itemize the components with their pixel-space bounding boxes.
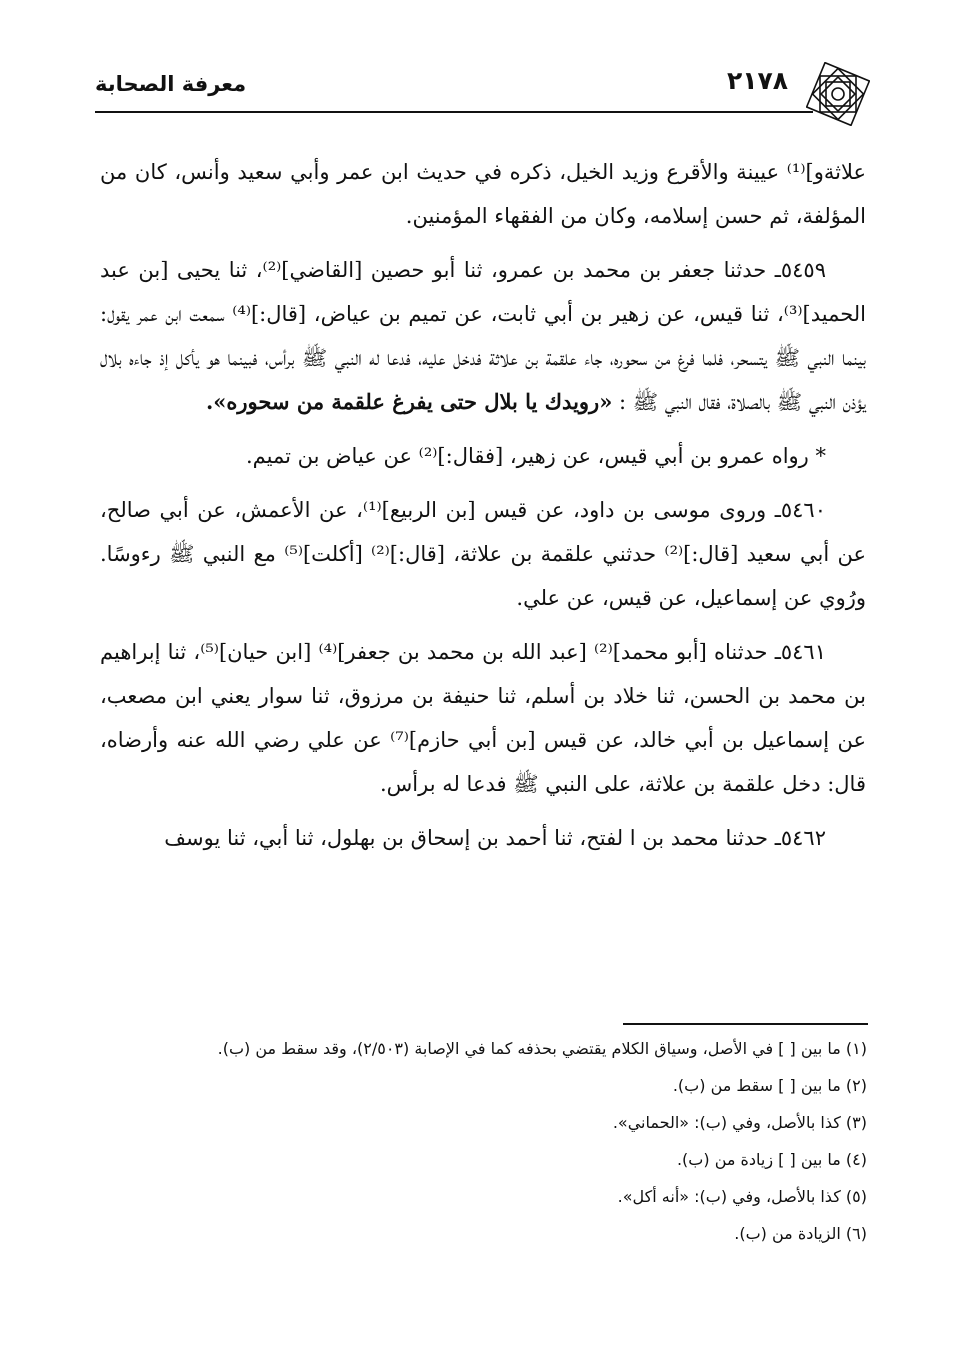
header-rule [95, 111, 813, 113]
main-text [100, 150, 866, 870]
footnote: (٥) كذا بالأصل، وفي (ب): «أنه أكل». [617, 1187, 867, 1206]
footnotes [105, 1034, 867, 1256]
hadith-5461 [100, 630, 866, 806]
footnote: (٢) ما بين [ ] سقط من (ب). [672, 1076, 867, 1095]
narration-note [100, 434, 866, 478]
footnote: (١) ما بين [ ] في الأصل، وسياق الكلام يقتضي بحذفه كما في الإصابة (٢/٥٠٣)، وقد سقط من (ب). [217, 1039, 867, 1058]
paragraph-text: ٥٤٦٢ـ حدثنا محمد بن ا لفتح، ثنا أحمد بن إسحاق بن بهلول، ثنا أبي، ثنا يوسف [164, 826, 826, 850]
hadith-5462 [100, 816, 866, 860]
paragraph-text: علاثةو]⁽¹⁾ عيينة والأقرع وزيد الخيل، ذكره في حديث ابن عمر وأبي سعيد وأنس، كان من المؤلفة، ثم حسن إسلامه، وكان من الفقهاء المؤمنين. [100, 160, 866, 228]
paragraph-text: ٥٤٦٠ـ وروى موسى بن داود، عن قيس [بن الربيع]⁽¹⁾، عن الأعمش، عن أبي صالح، عن أبي سعيد [قال:]⁽²⁾ حدثني علقمة بن علاثة، [قال:]⁽²⁾ [أكلت]⁽⁵⁾ مع النبي ﷺ رءوسًا. ورُوي عن إسماعيل، عن قيس، عن علي. [100, 498, 866, 610]
paragraph-text: * رواه عمرو بن أبي قيس، عن زهير، [فقال:]⁽²⁾ عن عياض بن تميم. [246, 444, 826, 468]
page-header [95, 62, 870, 110]
footnote: (٦) الزيادة من (ب). [734, 1224, 867, 1243]
footnote: (٤) ما بين [ ] زيادة من (ب). [676, 1150, 867, 1169]
hadith-5460 [100, 488, 866, 620]
book-title: معرفة الصحابة [95, 72, 247, 96]
hadith-5459 [100, 248, 866, 424]
paragraph-text: ٥٤٥٩ـ حدثنا جعفر بن محمد بن عمرو، ثنا أبو حصين [القاضي]⁽²⁾، ثنا يحيى [بن عبد الحميد]⁽³⁾، ثنا قيس، عن زهير بن أبي ثابت، عن تميم بن عياض، [قال:]⁽⁴⁾ سمعت ابن عمر يقول: بينما النبي ﷺ يتسحر، فلما فرغ من سحوره، جاء علقمة بن علاثة فدخل عليه، فدعا له النبي ﷺ برأس، فبينما هو يأكل إذ جاءه بلال يؤذن النبي ﷺ بالصلاة، فقال النبي ﷺ : [100, 258, 867, 414]
prophet-quote: «رويدك يا بلال حتى يفرغ علقمة من سحوره». [205, 389, 613, 414]
footnote-rule [623, 1023, 868, 1025]
page-number: ٢١٧٨ [726, 66, 788, 95]
paragraph-text: ٥٤٦١ـ حدثناه [أبو محمد]⁽²⁾ [عبد الله بن محمد بن جعفر]⁽⁴⁾ [ابن حيان]⁽⁵⁾، ثنا إبراهيم بن محمد بن الحسن، ثنا خلاد بن أسلم، ثنا حنيفة بن مرزوق، ثنا سوار يعني ابن مصعب، عن إسماعيل بن أبي خالد، عن قيس [بن أبي حازم]⁽⁷⁾ عن علي رضي الله عنه وأرضاه، قال: دخل علقمة بن علاثة، على النبي ﷺ فدعا له برأس. [100, 640, 866, 796]
octagram-ornament-icon [806, 62, 870, 126]
footnote: (٣) كذا بالأصل، وفي (ب): «الحماني». [612, 1113, 867, 1132]
paragraph-continuation [100, 150, 866, 238]
